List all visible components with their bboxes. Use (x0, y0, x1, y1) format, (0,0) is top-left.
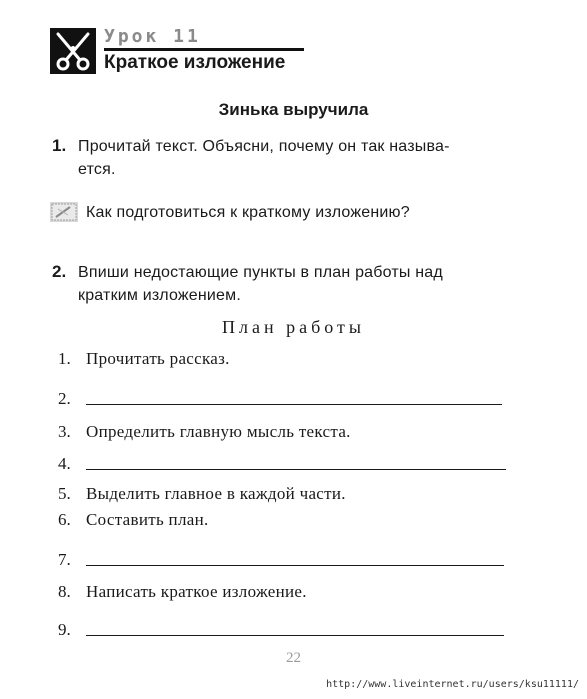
plan-item-text: Прочитать рассказ. (86, 349, 230, 368)
task-1-question: Как подготовиться к краткому изложению? (86, 204, 410, 221)
plan-item-5 (58, 484, 346, 504)
section-title: Зинька выручила (218, 100, 369, 119)
plan-item-2 (58, 389, 502, 409)
pencil-icon (50, 202, 78, 222)
plan-item-number: 6. (58, 510, 71, 529)
task-2-text (78, 261, 443, 307)
plan-item-blank-line[interactable] (86, 469, 506, 470)
plan-item-6 (58, 510, 209, 530)
task-2-number: 2. (52, 262, 67, 281)
plan-title: План работы (222, 317, 365, 337)
task-1-text (78, 135, 450, 181)
plan-item-3 (58, 422, 351, 442)
page-number: 22 (286, 650, 301, 666)
plan-item-number: 4. (58, 454, 71, 473)
plan-item-number: 5. (58, 484, 71, 503)
watermark-url: http://www.liveinternet.ru/users/ksu11111/ (326, 679, 579, 690)
plan-item-text: Написать краткое изложение. (86, 582, 307, 601)
plan-item-blank-line[interactable] (86, 635, 504, 636)
plan-item-7 (58, 550, 504, 570)
scissors-icon (50, 28, 96, 74)
plan-item-blank-line[interactable] (86, 404, 502, 405)
plan-item-number: 8. (58, 582, 71, 601)
plan-item-text: Выделить главное в каждой части. (86, 484, 346, 503)
plan-item-4 (58, 454, 506, 474)
task-2-line-1: Впиши недостающие пункты в план работы над (78, 264, 443, 281)
plan-item-number: 3. (58, 422, 71, 441)
plan-item-1 (58, 349, 230, 369)
lesson-rule (104, 48, 304, 51)
task-1-number: 1. (52, 136, 67, 155)
plan-item-text: Составить план. (86, 510, 209, 529)
plan-item-blank-line[interactable] (86, 565, 504, 566)
lesson-title: Краткое изложение (104, 52, 286, 73)
plan-item-9 (58, 620, 504, 640)
lesson-label: Урок 11 (104, 26, 201, 47)
task-1-line-2: ется. (78, 161, 116, 178)
task-2-line-2: кратким изложением. (78, 287, 242, 304)
plan-item-number: 1. (58, 349, 71, 368)
plan-item-number: 9. (58, 620, 71, 639)
plan-item-8 (58, 582, 307, 602)
plan-item-text: Определить главную мысль текста. (86, 422, 351, 441)
task-1-line-1: Прочитай текст. Объясни, почему он так называ- (78, 138, 450, 155)
plan-item-number: 2. (58, 389, 71, 408)
plan-item-number: 7. (58, 550, 71, 569)
